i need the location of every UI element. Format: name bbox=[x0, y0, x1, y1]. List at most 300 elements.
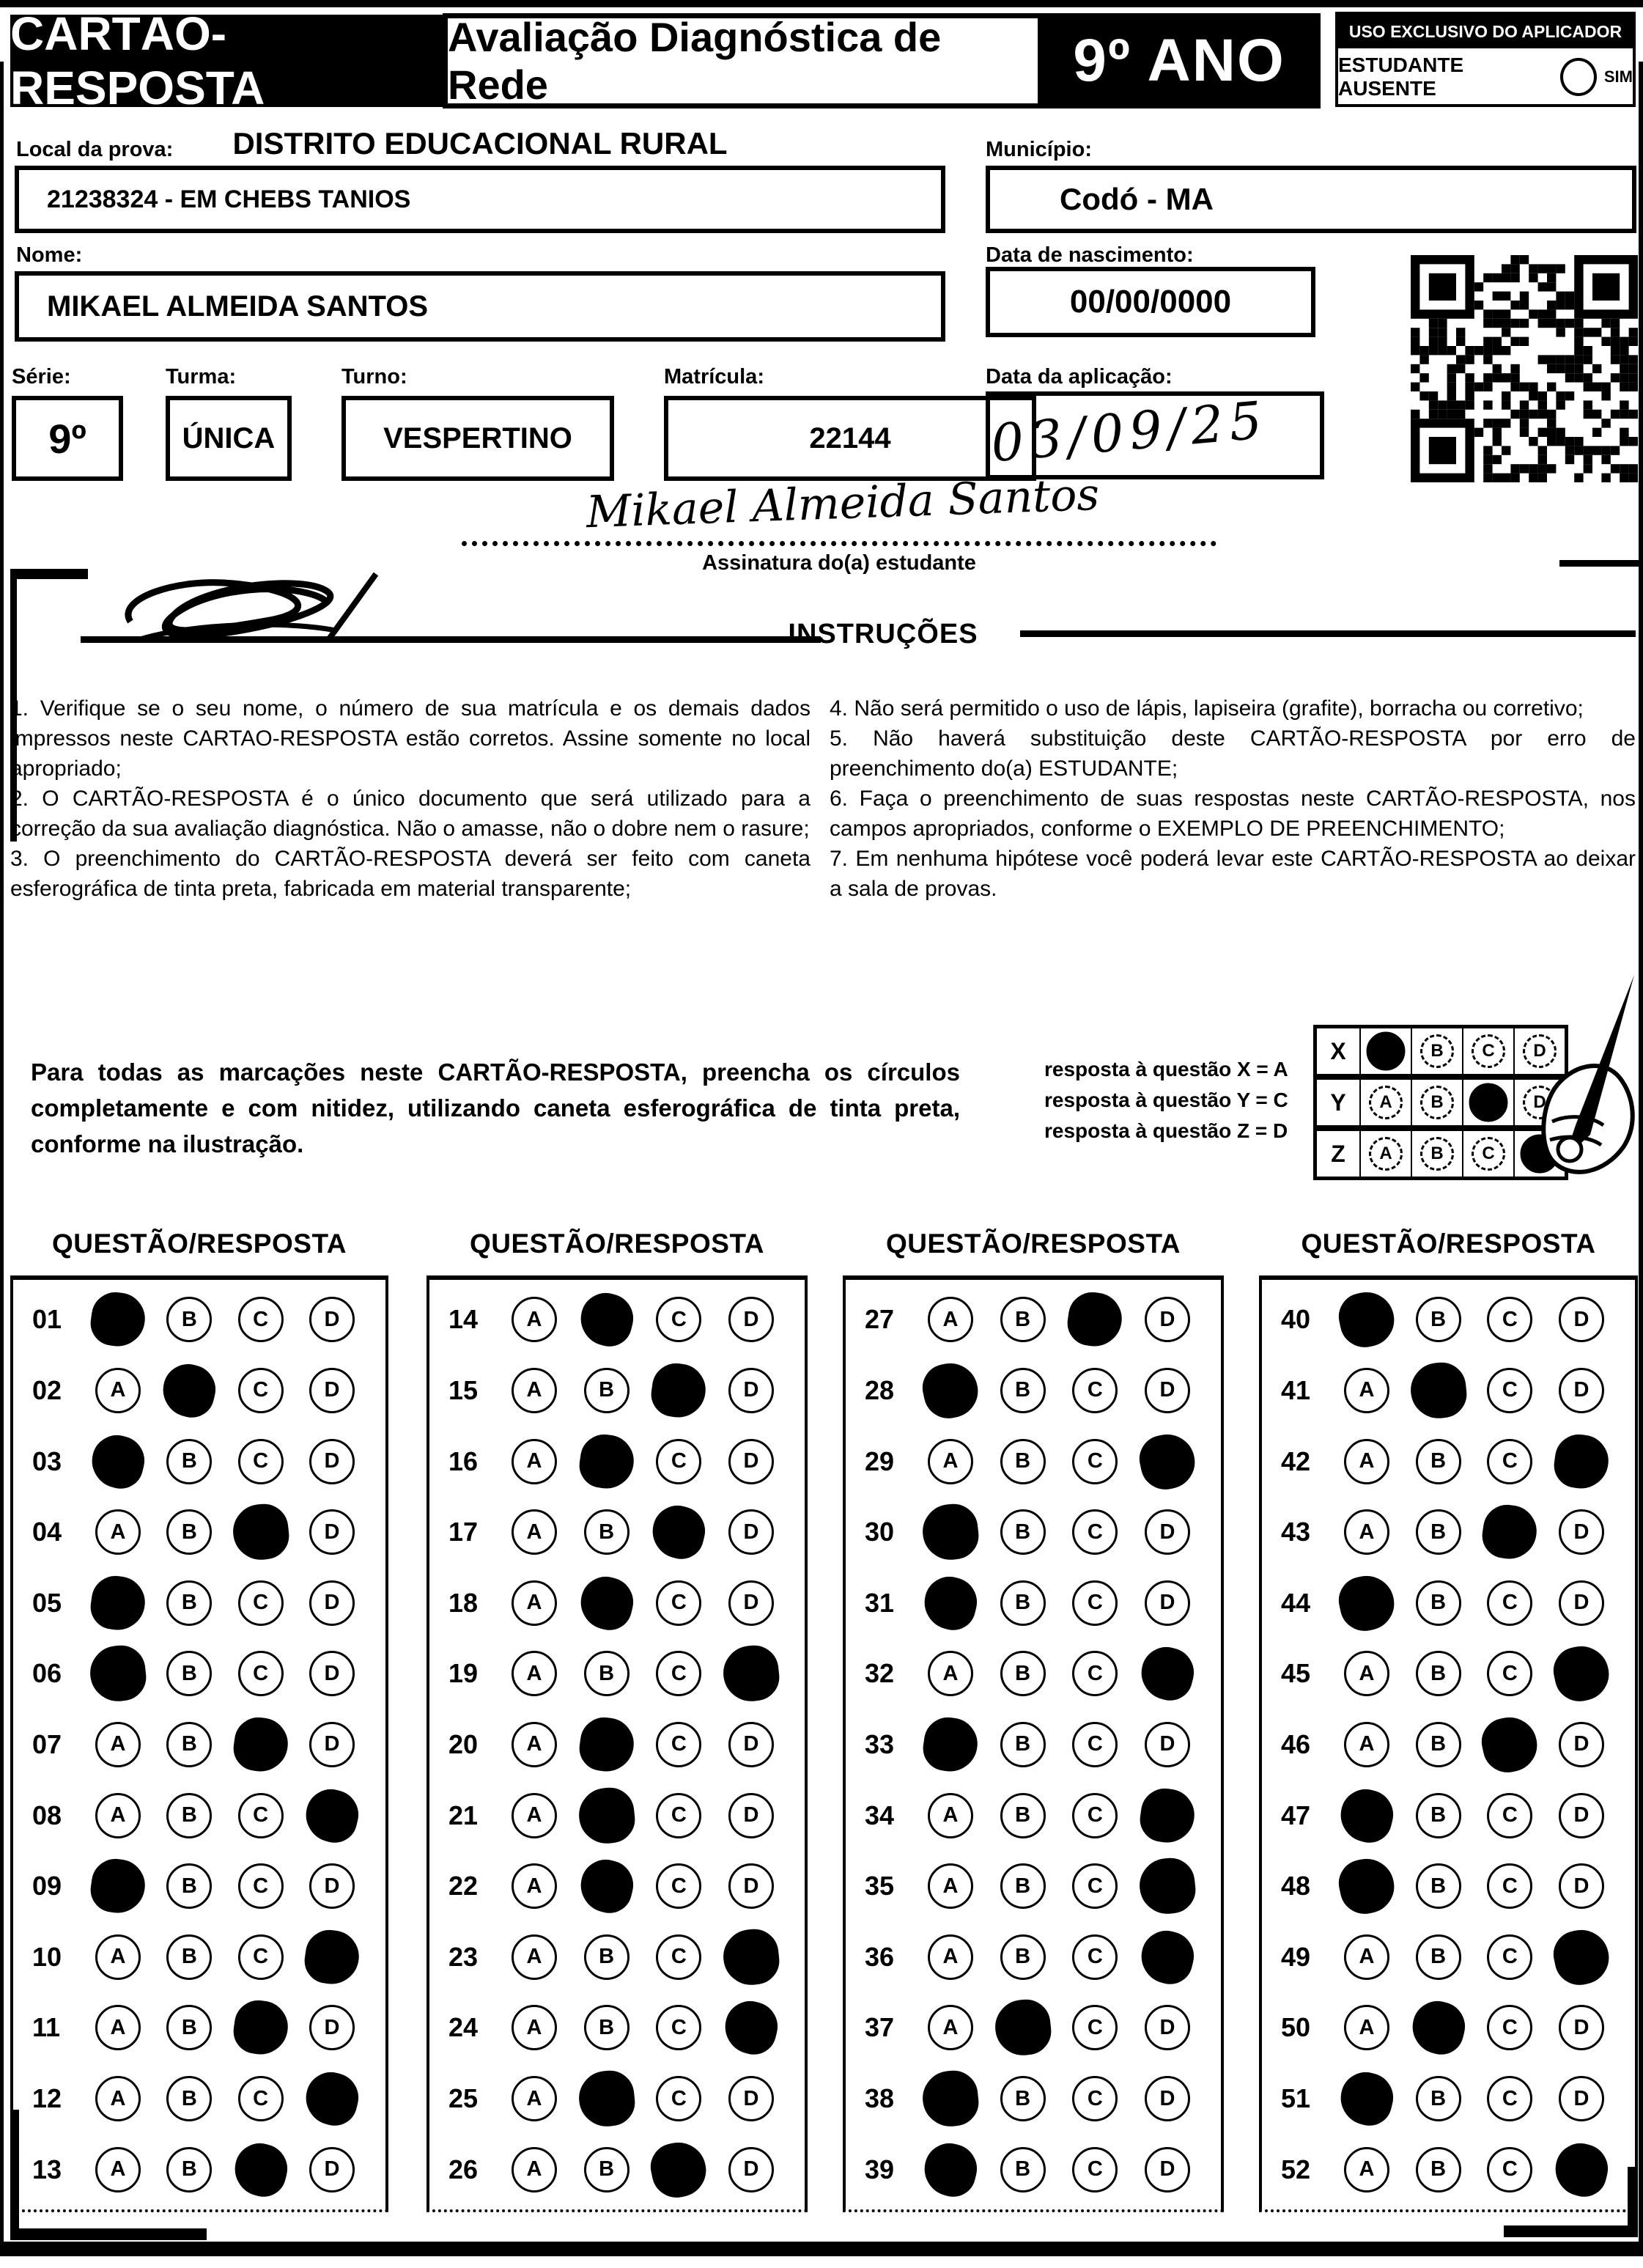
question-number: 26 bbox=[448, 2154, 479, 2184]
answer-bubble[interactable]: C bbox=[1072, 2005, 1118, 2050]
question-row bbox=[1262, 1995, 1635, 2061]
example-bubble: B bbox=[1420, 1086, 1454, 1119]
answer-bubble[interactable]: C bbox=[1487, 2005, 1532, 2050]
turno-field: VESPERTINO bbox=[341, 396, 614, 481]
local-label: Local da prova: bbox=[16, 138, 174, 161]
answer-bubble-filled[interactable] bbox=[576, 2068, 637, 2129]
answer-bubble[interactable]: D bbox=[1145, 1509, 1190, 1555]
answer-bubble[interactable]: C bbox=[656, 1722, 701, 1767]
answer-bubble[interactable]: A bbox=[512, 1368, 557, 1413]
question-number: 29 bbox=[865, 1446, 895, 1476]
answer-bubble[interactable]: B bbox=[1000, 2147, 1046, 2192]
answer-bubble-filled[interactable] bbox=[920, 2068, 981, 2129]
serie-field: 9º bbox=[12, 396, 123, 481]
answer-bubble[interactable]: B bbox=[1416, 1297, 1461, 1342]
answer-bubble[interactable]: C bbox=[238, 1793, 284, 1838]
answer-bubble-filled[interactable] bbox=[302, 1926, 363, 1987]
question-number: 05 bbox=[32, 1587, 62, 1618]
answer-bubble[interactable]: D bbox=[1559, 1863, 1604, 1909]
question-number: 17 bbox=[448, 1517, 479, 1547]
answer-bubble[interactable]: A bbox=[95, 1934, 141, 1980]
answer-bubble-filled[interactable] bbox=[919, 1572, 982, 1635]
answer-bubble[interactable]: D bbox=[1145, 1580, 1190, 1626]
example-row-label: X bbox=[1330, 1037, 1346, 1064]
answer-bubble[interactable]: C bbox=[1072, 1439, 1118, 1484]
municipio-field: Codó - MA bbox=[986, 166, 1636, 233]
answer-bubble[interactable]: B bbox=[1000, 1934, 1046, 1980]
question-number: 46 bbox=[1281, 1728, 1311, 1759]
question-row bbox=[13, 1429, 385, 1495]
column-header: QUESTÃO/RESPOSTA bbox=[469, 1229, 765, 1259]
answer-bubble[interactable]: A bbox=[1344, 1722, 1389, 1767]
answer-bubble[interactable]: D bbox=[1559, 1368, 1604, 1413]
question-row bbox=[846, 1429, 1221, 1495]
answer-bubble[interactable]: C bbox=[656, 1863, 701, 1909]
example-legend bbox=[1044, 1054, 1288, 1146]
answer-bubble[interactable]: C bbox=[656, 1439, 701, 1484]
example-row-label: Y bbox=[1330, 1089, 1346, 1116]
question-row bbox=[13, 2066, 385, 2132]
instructions-left-column bbox=[10, 693, 811, 904]
answer-bubble[interactable]: C bbox=[656, 1580, 701, 1626]
example-bubble: B bbox=[1420, 1034, 1454, 1068]
answer-bubble-filled[interactable] bbox=[1335, 1783, 1398, 1847]
answer-bubble[interactable]: D bbox=[309, 1509, 355, 1555]
question-row bbox=[13, 1358, 385, 1424]
question-row bbox=[1262, 1712, 1635, 1778]
answer-bubble[interactable]: B bbox=[1000, 1863, 1046, 1909]
answer-bubble[interactable]: A bbox=[512, 1439, 557, 1484]
instruction-item: 7. Em nenhuma hipótese você poderá levar este CARTÃO-RESPOSTA ao deixar a sala de provas. bbox=[830, 847, 1636, 901]
answer-bubble[interactable]: B bbox=[166, 1509, 212, 1555]
answer-bubble[interactable]: A bbox=[1344, 2147, 1389, 2192]
nascimento-field: 00/00/0000 bbox=[986, 267, 1315, 337]
question-row bbox=[846, 1358, 1221, 1424]
answer-bubble-filled[interactable] bbox=[575, 1572, 638, 1635]
answer-bubble-filled[interactable] bbox=[1334, 1287, 1399, 1352]
answer-bubble[interactable]: A bbox=[512, 1793, 557, 1838]
answer-bubble[interactable]: A bbox=[928, 1793, 973, 1838]
turma-label: Turma: bbox=[166, 365, 237, 389]
answer-bubble[interactable]: A bbox=[928, 1863, 973, 1909]
answer-bubble-filled[interactable] bbox=[918, 1358, 983, 1423]
answer-bubble-filled[interactable] bbox=[230, 1715, 291, 1775]
answer-bubble[interactable]: C bbox=[1072, 1580, 1118, 1626]
instruction-item: 6. Faça o preenchimento de suas respostas neste CARTÃO-RESPOSTA, nos campos apropriados, conforme o EXEMPLO DE PREENCHIMENTO; bbox=[830, 787, 1636, 841]
qr-code bbox=[1411, 255, 1638, 482]
answer-column-2 bbox=[427, 1275, 808, 2212]
question-number: 49 bbox=[1281, 1941, 1311, 1972]
question-row bbox=[429, 1570, 805, 1636]
answer-bubble[interactable]: B bbox=[1000, 1368, 1046, 1413]
question-row bbox=[1262, 1853, 1635, 1919]
answer-bubble[interactable]: C bbox=[656, 1651, 701, 1696]
answer-bubble[interactable]: D bbox=[309, 1580, 355, 1626]
aplicacao-label: Data da aplicação: bbox=[986, 365, 1173, 389]
answer-bubble[interactable]: B bbox=[1000, 1651, 1046, 1696]
question-row bbox=[13, 1853, 385, 1919]
answer-bubble-filled[interactable] bbox=[575, 1288, 638, 1351]
answer-bubble[interactable]: B bbox=[166, 1651, 212, 1696]
answer-bubble[interactable]: A bbox=[512, 1722, 557, 1767]
answer-bubble[interactable]: D bbox=[1145, 2076, 1190, 2121]
question-row bbox=[429, 2137, 805, 2203]
question-number: 43 bbox=[1281, 1517, 1311, 1547]
question-number: 47 bbox=[1281, 1800, 1311, 1830]
answer-bubble[interactable]: D bbox=[1559, 2076, 1604, 2121]
answer-bubble[interactable]: B bbox=[166, 2076, 212, 2121]
answer-bubble[interactable]: C bbox=[1487, 2147, 1532, 2192]
answer-bubble[interactable]: B bbox=[1000, 1439, 1046, 1484]
answer-bubble-filled[interactable] bbox=[158, 1359, 221, 1422]
question-number: 36 bbox=[865, 1941, 895, 1972]
answer-bubble[interactable]: B bbox=[1000, 1509, 1046, 1555]
answer-bubble[interactable]: B bbox=[1416, 1793, 1461, 1838]
instructions-title: INSTRUÇÕES bbox=[788, 619, 978, 649]
answer-bubble-filled[interactable] bbox=[1137, 1785, 1198, 1846]
answer-bubble[interactable]: A bbox=[95, 2147, 141, 2192]
answer-bubble[interactable]: C bbox=[1487, 1439, 1532, 1484]
answer-bubble[interactable]: C bbox=[1072, 1934, 1118, 1980]
answer-bubble[interactable]: C bbox=[1487, 2076, 1532, 2121]
answer-bubble-filled[interactable] bbox=[1334, 1571, 1399, 1635]
answer-bubble[interactable]: B bbox=[166, 1793, 212, 1838]
answer-bubble[interactable]: C bbox=[238, 1297, 284, 1342]
answer-bubble[interactable]: D bbox=[1559, 2005, 1604, 2050]
answer-bubble[interactable]: A bbox=[512, 1509, 557, 1555]
answer-bubble[interactable]: D bbox=[1559, 1580, 1604, 1626]
answer-bubble[interactable]: C bbox=[1072, 2076, 1118, 2121]
answer-bubble[interactable]: D bbox=[309, 1368, 355, 1413]
question-number: 35 bbox=[865, 1871, 895, 1901]
left-border bbox=[0, 62, 4, 2255]
answer-bubble[interactable]: D bbox=[728, 1368, 774, 1413]
answer-bubble[interactable]: A bbox=[512, 1580, 557, 1626]
absent-circle[interactable] bbox=[1560, 58, 1596, 96]
answer-bubble-filled[interactable] bbox=[720, 1926, 781, 1987]
answer-bubble[interactable]: B bbox=[1000, 1722, 1046, 1767]
answer-bubble[interactable]: D bbox=[1559, 1793, 1604, 1838]
answer-bubble-filled[interactable] bbox=[649, 1361, 709, 1421]
turma-field: ÚNICA bbox=[166, 396, 292, 481]
answer-bubble[interactable]: B bbox=[1000, 2076, 1046, 2121]
instruction-item: 3. O preenchimento do CARTÃO-RESPOSTA deverá ser feito com caneta esferográfica de tinta preta, fabricada em material transparente; bbox=[10, 847, 811, 901]
answer-bubble[interactable]: C bbox=[1487, 1934, 1532, 1980]
answer-bubble[interactable]: B bbox=[166, 2005, 212, 2050]
question-number: 25 bbox=[448, 2083, 479, 2113]
answer-bubble[interactable]: A bbox=[512, 2147, 557, 2192]
answer-bubble[interactable]: A bbox=[1344, 1509, 1389, 1555]
answer-bubble-filled[interactable] bbox=[992, 1998, 1053, 2058]
answer-bubble[interactable]: D bbox=[1145, 2005, 1190, 2050]
question-number: 30 bbox=[865, 1517, 895, 1547]
matricula-field: 22144 bbox=[664, 396, 1036, 481]
answer-bubble-filled[interactable] bbox=[1135, 1429, 1200, 1493]
answer-bubble[interactable]: C bbox=[1487, 1863, 1532, 1909]
answer-bubble[interactable]: A bbox=[512, 1863, 557, 1909]
answer-bubble[interactable]: B bbox=[1416, 1509, 1461, 1555]
answer-bubble[interactable]: A bbox=[928, 2005, 973, 2050]
question-row bbox=[846, 1499, 1221, 1565]
answer-bubble[interactable]: B bbox=[1416, 2147, 1461, 2192]
question-number: 31 bbox=[865, 1587, 895, 1618]
answer-bubble[interactable]: C bbox=[1487, 1793, 1532, 1838]
answer-bubble[interactable]: B bbox=[166, 1297, 212, 1342]
answer-bubble[interactable]: D bbox=[1145, 1368, 1190, 1413]
answer-bubble-filled[interactable] bbox=[300, 1783, 363, 1847]
question-number: 51 bbox=[1281, 2083, 1311, 2113]
answer-bubble[interactable]: B bbox=[584, 1368, 629, 1413]
answer-bubble[interactable]: D bbox=[1559, 1509, 1604, 1555]
answer-bubble-filled[interactable] bbox=[920, 1715, 981, 1775]
answer-bubble-filled[interactable] bbox=[720, 1643, 781, 1704]
answer-bubble-filled[interactable] bbox=[230, 1502, 291, 1563]
answer-bubble[interactable]: C bbox=[1487, 1651, 1532, 1696]
answer-bubble[interactable]: C bbox=[1072, 1368, 1118, 1413]
divider-rule-right bbox=[1020, 630, 1636, 637]
example-cell bbox=[1411, 1131, 1462, 1177]
answer-bubble[interactable]: C bbox=[656, 2076, 701, 2121]
answer-bubble[interactable]: C bbox=[656, 2005, 701, 2050]
answer-bubble[interactable]: D bbox=[1145, 1297, 1190, 1342]
answer-bubble-filled[interactable] bbox=[576, 1431, 637, 1492]
example-cell bbox=[1411, 1080, 1462, 1125]
answer-bubble[interactable]: B bbox=[584, 2005, 629, 2050]
question-number: 50 bbox=[1281, 2012, 1311, 2043]
answer-bubble-filled[interactable] bbox=[229, 2138, 292, 2201]
answer-bubble[interactable]: A bbox=[1344, 1368, 1389, 1413]
answer-bubble[interactable]: B bbox=[1416, 1439, 1461, 1484]
municipio-label: Município: bbox=[986, 138, 1092, 161]
answer-bubble-filled[interactable] bbox=[1551, 1431, 1612, 1492]
question-number: 18 bbox=[448, 1587, 479, 1618]
aplicador-panel bbox=[1335, 12, 1636, 107]
answer-bubble[interactable]: A bbox=[512, 2076, 557, 2121]
question-row bbox=[13, 1570, 385, 1636]
answer-bubble[interactable]: B bbox=[584, 1509, 629, 1555]
answer-bubble[interactable]: D bbox=[728, 1297, 774, 1342]
exam-subtitle: Avaliação Diagnóstica de Rede bbox=[443, 13, 1044, 108]
answer-bubble[interactable]: A bbox=[1344, 1439, 1389, 1484]
answer-bubble[interactable]: B bbox=[1416, 1863, 1461, 1909]
answer-bubble[interactable]: B bbox=[584, 1934, 629, 1980]
example-cell bbox=[1359, 1028, 1411, 1074]
answer-bubble[interactable]: C bbox=[656, 1297, 701, 1342]
answer-bubble[interactable]: C bbox=[238, 1580, 284, 1626]
answer-bubble[interactable]: C bbox=[1072, 1722, 1118, 1767]
answer-bubble[interactable]: C bbox=[1072, 1863, 1118, 1909]
corner-mark-top-left bbox=[10, 569, 88, 579]
answer-bubble-filled[interactable] bbox=[576, 1785, 637, 1846]
question-row bbox=[13, 1995, 385, 2061]
answer-bubble-filled[interactable] bbox=[87, 1643, 148, 1704]
question-number: 20 bbox=[448, 1728, 479, 1759]
answer-bubble-filled[interactable] bbox=[647, 1501, 710, 1564]
answer-bubble[interactable]: C bbox=[238, 1439, 284, 1484]
answer-bubble-filled[interactable] bbox=[1136, 1926, 1199, 1989]
question-number: 06 bbox=[32, 1658, 62, 1689]
answer-bubble[interactable]: A bbox=[95, 1509, 141, 1555]
answer-bubble[interactable]: B bbox=[1416, 1580, 1461, 1626]
answer-bubble[interactable]: A bbox=[512, 1651, 557, 1696]
question-row bbox=[846, 1853, 1221, 1919]
answer-bubble[interactable]: B bbox=[1416, 2076, 1461, 2121]
answer-bubble[interactable]: A bbox=[95, 2076, 141, 2121]
answer-bubble[interactable]: D bbox=[728, 1722, 774, 1767]
answer-bubble[interactable]: D bbox=[728, 1439, 774, 1484]
answer-bubble-filled[interactable] bbox=[1408, 1360, 1469, 1421]
answer-bubble[interactable]: B bbox=[1416, 1651, 1461, 1696]
answer-bubble[interactable]: C bbox=[1072, 1651, 1118, 1696]
question-number: 07 bbox=[32, 1728, 62, 1759]
nome-label: Nome: bbox=[16, 243, 83, 267]
answer-column-1 bbox=[10, 1275, 388, 2212]
answer-bubble-filled[interactable] bbox=[88, 1856, 149, 1917]
answer-bubble-filled[interactable] bbox=[720, 1996, 783, 2059]
answer-bubble[interactable]: C bbox=[1072, 1793, 1118, 1838]
answer-bubble-filled[interactable] bbox=[88, 1289, 149, 1350]
answer-bubble[interactable]: D bbox=[1559, 1722, 1604, 1767]
corner-mark-top-right bbox=[1559, 560, 1639, 567]
answer-bubble-filled[interactable] bbox=[575, 1855, 638, 1918]
answer-bubble-filled[interactable] bbox=[919, 2138, 982, 2201]
example-bubble: A bbox=[1369, 1086, 1403, 1119]
answer-bubble[interactable]: B bbox=[1416, 1934, 1461, 1980]
answer-bubble[interactable]: D bbox=[1559, 1297, 1604, 1342]
answer-bubble[interactable]: A bbox=[928, 1439, 973, 1484]
answer-bubble[interactable]: D bbox=[309, 1651, 355, 1696]
question-row bbox=[846, 2066, 1221, 2132]
answer-bubble[interactable]: D bbox=[728, 1580, 774, 1626]
question-number: 22 bbox=[448, 1871, 479, 1901]
answer-bubble[interactable]: C bbox=[656, 1934, 701, 1980]
question-number: 13 bbox=[32, 2154, 62, 2184]
answer-bubble-filled[interactable] bbox=[576, 1715, 637, 1775]
answer-bubble[interactable]: C bbox=[1487, 1580, 1532, 1626]
question-row bbox=[13, 1712, 385, 1778]
answer-bubble[interactable]: B bbox=[166, 1722, 212, 1767]
answer-bubble[interactable]: A bbox=[512, 2005, 557, 2050]
answer-bubble[interactable]: A bbox=[95, 1722, 141, 1767]
question-number: 01 bbox=[32, 1304, 62, 1335]
answer-column-4 bbox=[1259, 1275, 1638, 2212]
question-row bbox=[846, 1924, 1221, 1990]
answer-bubble[interactable]: C bbox=[238, 1651, 284, 1696]
answer-bubble[interactable]: A bbox=[928, 1297, 973, 1342]
turno-label: Turno: bbox=[341, 365, 407, 389]
answer-bubble[interactable]: D bbox=[728, 1509, 774, 1555]
answer-bubble[interactable]: C bbox=[656, 1793, 701, 1838]
answer-bubble[interactable]: B bbox=[166, 1439, 212, 1484]
answer-bubble[interactable]: C bbox=[1487, 1368, 1532, 1413]
answer-bubble[interactable]: D bbox=[728, 2076, 774, 2121]
answer-bubble[interactable]: C bbox=[238, 1863, 284, 1909]
answer-bubble[interactable]: B bbox=[1000, 1297, 1046, 1342]
answer-bubble[interactable]: D bbox=[309, 1439, 355, 1484]
answer-bubble-filled[interactable] bbox=[1065, 1289, 1126, 1350]
answer-bubble[interactable]: A bbox=[1344, 1651, 1389, 1696]
question-number: 10 bbox=[32, 1941, 62, 1972]
answer-bubble[interactable]: B bbox=[166, 1934, 212, 1980]
answer-bubble-filled[interactable] bbox=[1549, 1641, 1614, 1706]
answer-bubble-filled[interactable] bbox=[88, 1572, 149, 1633]
answer-bubble[interactable]: D bbox=[728, 1793, 774, 1838]
answer-bubble-filled[interactable] bbox=[230, 1998, 291, 2058]
answer-bubble[interactable]: B bbox=[166, 1580, 212, 1626]
answer-bubble[interactable]: B bbox=[166, 2147, 212, 2192]
answer-bubble[interactable]: A bbox=[95, 1793, 141, 1838]
question-row bbox=[846, 1641, 1221, 1706]
answer-bubble-filled[interactable] bbox=[1549, 1925, 1614, 1989]
question-row bbox=[429, 1641, 805, 1706]
answer-bubble[interactable]: D bbox=[309, 2005, 355, 2050]
answer-bubble[interactable]: D bbox=[728, 2147, 774, 2192]
answer-bubble[interactable]: A bbox=[95, 2005, 141, 2050]
answer-bubble[interactable]: D bbox=[309, 1297, 355, 1342]
answer-bubble[interactable]: A bbox=[928, 1934, 973, 1980]
answer-bubble[interactable]: A bbox=[1344, 1934, 1389, 1980]
answer-bubble[interactable]: D bbox=[1145, 1722, 1190, 1767]
answer-bubble[interactable]: D bbox=[728, 1863, 774, 1909]
question-row bbox=[429, 2066, 805, 2132]
answer-bubble-filled[interactable] bbox=[86, 1429, 149, 1492]
answer-bubble[interactable]: A bbox=[512, 1934, 557, 1980]
question-number: 37 bbox=[865, 2012, 895, 2043]
column-header: QUESTÃO/RESPOSTA bbox=[1301, 1229, 1596, 1259]
answer-bubble-filled[interactable] bbox=[300, 2067, 363, 2130]
question-number: 16 bbox=[448, 1446, 479, 1476]
answer-bubble[interactable]: D bbox=[1145, 2147, 1190, 2192]
answer-bubble[interactable]: A bbox=[512, 1297, 557, 1342]
answer-bubble[interactable]: A bbox=[928, 1651, 973, 1696]
answer-bubble-filled[interactable] bbox=[1477, 1712, 1542, 1777]
answer-bubble[interactable]: D bbox=[309, 1722, 355, 1767]
answer-bubble[interactable]: A bbox=[1344, 2005, 1389, 2050]
answer-bubble[interactable]: B bbox=[1000, 1793, 1046, 1838]
answer-bubble[interactable]: C bbox=[1072, 2147, 1118, 2192]
question-row bbox=[1262, 2137, 1635, 2203]
divider-rule-left bbox=[81, 636, 821, 643]
answer-bubble[interactable]: C bbox=[238, 1368, 284, 1413]
answer-bubble[interactable]: A bbox=[95, 1368, 141, 1413]
answer-bubble-filled[interactable] bbox=[920, 1502, 981, 1563]
answer-bubble[interactable]: D bbox=[309, 2147, 355, 2192]
instruction-item: 1. Verifique se o seu nome, o número de sua matrícula e os demais dados impressos neste CARTAO-RESPOSTA estão corretos. Assine somente no local apropriado; bbox=[10, 696, 811, 781]
answer-bubble[interactable]: B bbox=[1416, 1722, 1461, 1767]
answer-bubble[interactable]: C bbox=[238, 1934, 284, 1980]
answer-bubble[interactable]: B bbox=[584, 1651, 629, 1696]
answer-bubble[interactable]: B bbox=[166, 1863, 212, 1909]
answer-bubble-filled[interactable] bbox=[1334, 1854, 1399, 1918]
answer-bubble-filled[interactable] bbox=[1550, 2138, 1613, 2201]
answer-bubble-filled[interactable] bbox=[1136, 1642, 1199, 1705]
answer-bubble-filled[interactable] bbox=[646, 2137, 711, 2201]
answer-bubble[interactable]: C bbox=[1072, 1509, 1118, 1555]
question-row bbox=[1262, 1641, 1635, 1706]
answer-bubble-filled[interactable] bbox=[1335, 2067, 1398, 2130]
legend-line: resposta à questão X = A bbox=[1044, 1058, 1288, 1080]
answer-bubble[interactable]: B bbox=[584, 2147, 629, 2192]
answer-bubble[interactable]: C bbox=[238, 2076, 284, 2121]
answer-bubble[interactable]: D bbox=[309, 1863, 355, 1909]
question-row bbox=[1262, 2066, 1635, 2132]
answer-bubble-filled[interactable] bbox=[1480, 1502, 1540, 1563]
answer-bubble-filled[interactable] bbox=[1137, 1856, 1197, 1917]
answer-bubble-filled[interactable] bbox=[1406, 1996, 1469, 2059]
question-number: 39 bbox=[865, 2154, 895, 2184]
answer-bubble[interactable]: B bbox=[1000, 1580, 1046, 1626]
answer-bubble[interactable]: C bbox=[1487, 1297, 1532, 1342]
